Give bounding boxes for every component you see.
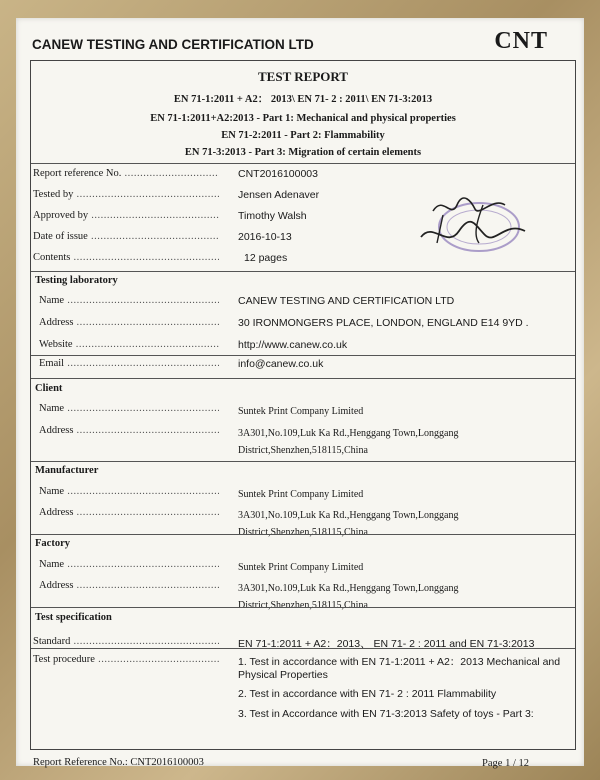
client-address-line2: District,Shenzhen,518115,China <box>238 445 368 456</box>
divider <box>31 355 575 356</box>
divider <box>31 163 575 164</box>
lab-name-label: Name ..... <box>39 295 219 306</box>
factory-heading: Factory <box>35 538 70 549</box>
testing-lab-heading: Testing laboratory <box>35 275 118 286</box>
part2-line: EN 71-2:2011 - Part 2: Flammability <box>221 130 385 141</box>
signature-stamp <box>413 191 533 255</box>
client-heading: Client <box>35 383 63 394</box>
info-label: Approved by ..... <box>33 210 219 221</box>
manufacturer-address-line1: 3A301,No.109,Luk Ka Rd.,Henggang Town,Longgang <box>238 510 459 521</box>
divider <box>31 461 575 462</box>
factory-address-line1: 3A301,No.109,Luk Ka Rd.,Henggang Town,Longgang <box>238 583 459 594</box>
divider <box>31 534 575 535</box>
divider <box>31 648 575 649</box>
lab-website-value[interactable]: http://www.canew.co.uk <box>238 339 348 351</box>
procedure-1-line1: 1. Test in accordance with EN 71-1:2011 + A2：2013 Mechanical and <box>238 656 561 668</box>
test-spec-heading: Test specification <box>35 612 112 623</box>
info-label: Report reference No. ..... <box>33 168 219 179</box>
info-value: 12 pages <box>244 252 288 264</box>
standard-label: Standard ..... <box>33 636 219 647</box>
divider <box>31 271 575 272</box>
info-value: 2016-10-13 <box>238 231 292 243</box>
info-label: Tested by ..... <box>33 189 219 200</box>
info-value: Jensen Adenaver <box>238 189 320 201</box>
manufacturer-address-label: Address ..... <box>39 507 219 518</box>
client-address-line1: 3A301,No.109,Luk Ka Rd.,Henggang Town,Longgang <box>238 428 459 439</box>
info-label: Contents ..... <box>33 252 219 263</box>
info-value: Timothy Walsh <box>238 210 307 222</box>
lab-name-value: CANEW TESTING AND CERTIFICATION LTD <box>238 295 455 307</box>
standard-value: EN 71-1:2011 + A2：2013、 EN 71- 2 : 2011 and EN 71-3:2013 <box>238 638 535 650</box>
part1-line: EN 71-1:2011+A2:2013 - Part 1: Mechanical and physical properties <box>150 113 456 124</box>
report-box <box>30 60 576 750</box>
lab-website-label: Website ..... <box>39 339 219 350</box>
info-value: CNT2016100003 <box>238 168 318 180</box>
manufacturer-name-label: Name ..... <box>39 486 219 497</box>
page-header <box>30 28 570 60</box>
factory-name-label: Name ..... <box>39 559 219 570</box>
lab-email-value[interactable]: info@canew.co.uk <box>238 358 324 370</box>
procedure-3: 3. Test in Accordance with EN 71-3:2013 Safety of toys - Part 3: <box>238 708 534 720</box>
client-name-label: Name ..... <box>39 403 219 414</box>
lab-address-value: 30 IRONMONGERS PLACE, LONDON, ENGLAND E14 9YD . <box>238 317 529 329</box>
part3-line: EN 71-3:2013 - Part 3: Migration of certain elements <box>184 147 422 158</box>
footer-page-number: Page 1 / 12 <box>482 758 529 769</box>
lab-email-label: Email ..... <box>39 358 219 369</box>
footer-reference: Report Reference No.: CNT2016100003 <box>33 757 204 768</box>
procedure-label: Test procedure ..... <box>33 654 219 665</box>
info-label: Date of issue ..... <box>33 231 219 242</box>
manufacturer-heading: Manufacturer <box>35 465 99 476</box>
manufacturer-address-line2: District,Shenzhen,518115,China <box>238 527 368 538</box>
factory-name-value: Suntek Print Company Limited <box>238 562 364 573</box>
document-page <box>16 18 584 769</box>
client-address-label: Address ..... <box>39 425 219 436</box>
factory-address-line2: District,Shenzhen,518115,China <box>238 600 368 611</box>
procedure-2: 2. Test in accordance with EN 71- 2 : 2011 Flammability <box>238 688 497 700</box>
lab-address-label: Address ..... <box>39 317 219 328</box>
factory-address-label: Address ..... <box>39 580 219 591</box>
cnt-logo: CNT <box>494 28 548 54</box>
divider <box>31 607 575 608</box>
standard-line: EN 71-1:2011 + A2： 2013\ EN 71- 2 : 2011\ EN 71-3:2013 <box>173 94 433 105</box>
report-title: TEST REPORT <box>258 69 348 84</box>
manufacturer-name-value: Suntek Print Company Limited <box>238 489 364 500</box>
divider <box>31 378 575 379</box>
company-name: CANEW TESTING AND CERTIFICATION LTD <box>32 37 314 52</box>
client-name-value: Suntek Print Company Limited <box>238 406 364 417</box>
procedure-1-line2: Physical Properties <box>238 669 328 681</box>
